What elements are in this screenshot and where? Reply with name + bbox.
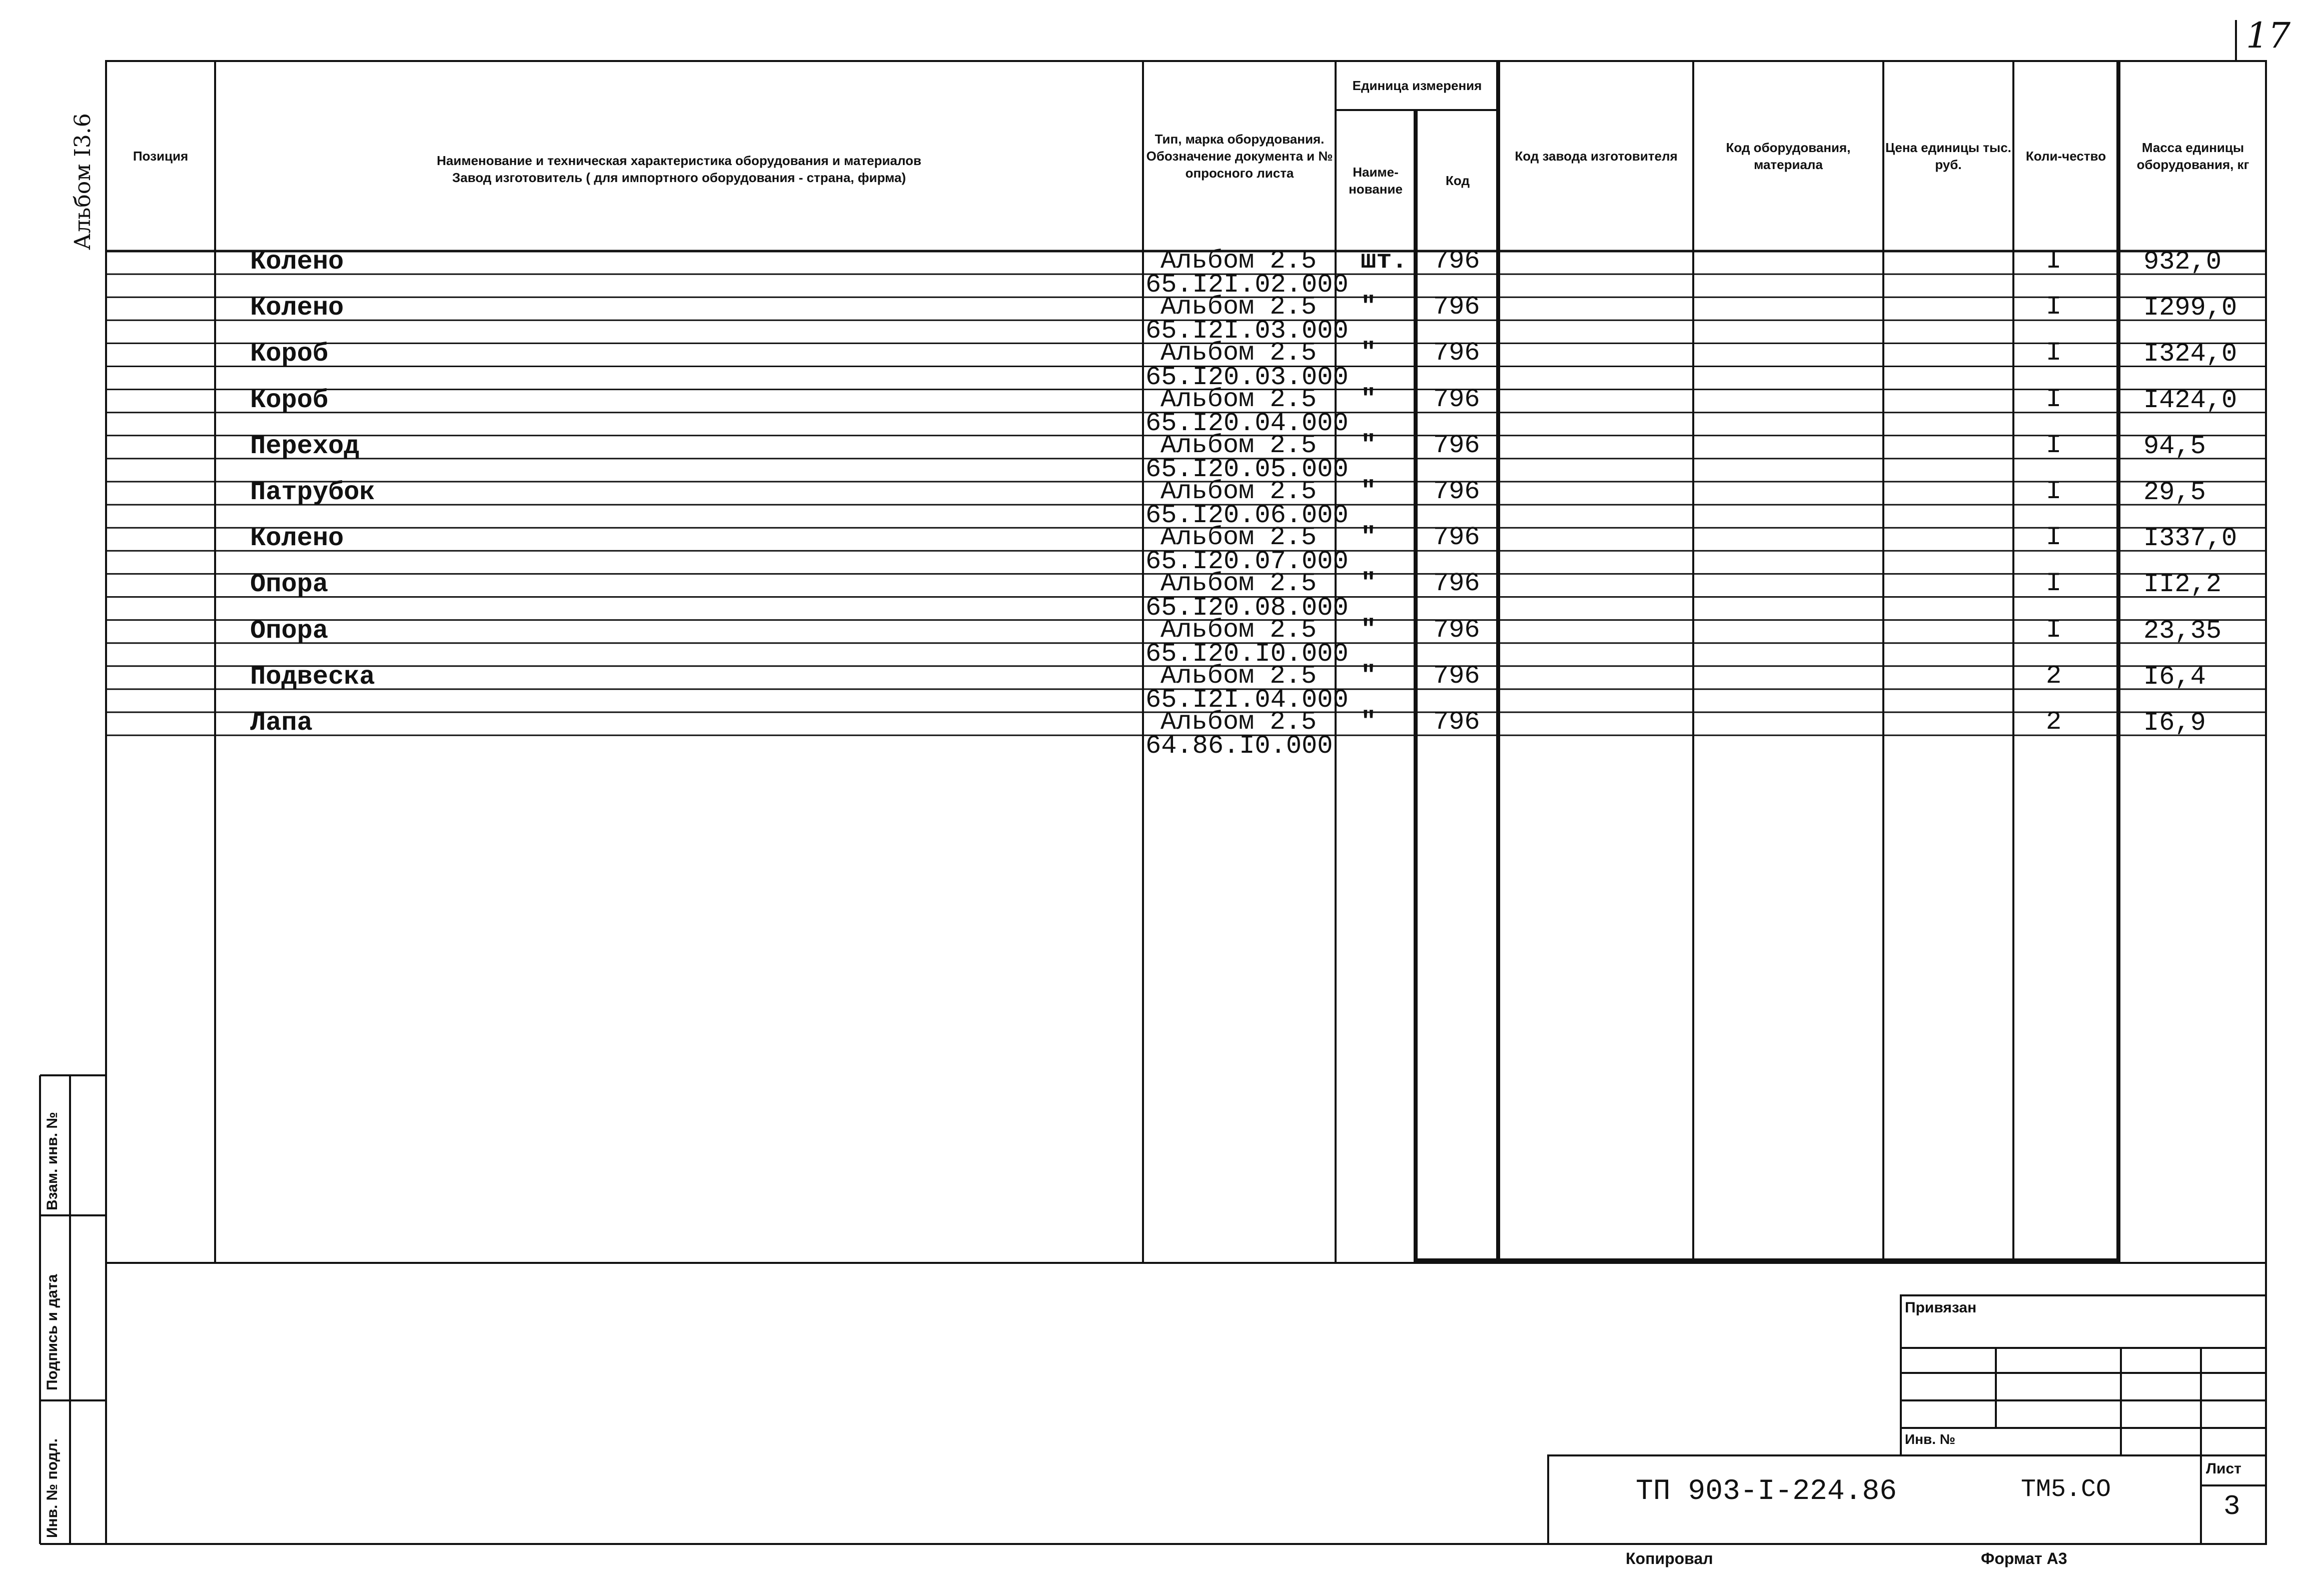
header-position: Позиция (133, 149, 189, 164)
row-mass: I6,9 (2143, 708, 2206, 738)
row-qty: 2 (2046, 661, 2062, 691)
header-unit-name: Наиме-нование (1349, 165, 1403, 197)
row-type-album: Альбом 2.5 (1161, 615, 1317, 645)
row-type-designation: 65.I20.08.000 (1145, 593, 1349, 623)
page-number: 17 (2246, 15, 2291, 56)
row-mass: II2,2 (2143, 570, 2222, 600)
row-type-designation: 64.86.I0.000 (1145, 731, 1333, 761)
row-mass: 23,35 (2143, 616, 2222, 646)
row-mass: 29,5 (2143, 478, 2206, 507)
header-mass: Масса единицы оборудования, кг (2136, 140, 2249, 172)
row-name: Колено (250, 524, 344, 554)
row-type-designation: 65.I20.06.000 (1145, 501, 1349, 531)
row-unit: " (1361, 430, 1377, 460)
header-plant-code: Код завода изготовителя (1515, 149, 1678, 164)
row-unit: " (1361, 707, 1377, 737)
vzam-inv-label: Взам. инв. № (44, 1112, 61, 1210)
album-label: Альбом I3.6 (70, 113, 96, 250)
row-type-designation: 65.I20.03.000 (1145, 362, 1349, 392)
inv-podl-label: Инв. № подл. (44, 1438, 61, 1538)
row-unit-code: 796 (1433, 569, 1480, 599)
row-mass: I6,4 (2143, 662, 2206, 692)
row-type-designation: 65.I2I.02.000 (1145, 270, 1349, 300)
row-qty: I (2046, 430, 2062, 460)
row-name: Колено (250, 293, 344, 323)
row-qty: I (2046, 523, 2062, 553)
row-unit: " (1361, 338, 1377, 368)
list-value: 3 (2223, 1490, 2240, 1522)
header-qty: Коли-чество (2025, 149, 2106, 164)
header-name: Наименование и техническая характеристика оборудования и материалов Завод изготовитель ( для импортного оборудования - страна, фирма) (437, 153, 921, 185)
podpis-label: Подпись и дата (44, 1274, 61, 1390)
row-mass: 932,0 (2143, 247, 2222, 277)
row-type-designation: 65.I20.07.000 (1145, 547, 1349, 577)
row-unit: " (1361, 523, 1377, 553)
row-qty: I (2046, 384, 2062, 414)
row-qty: I (2046, 569, 2062, 599)
row-unit: " (1361, 292, 1377, 322)
row-type-album: Альбом 2.5 (1161, 477, 1317, 506)
row-mass: I424,0 (2143, 385, 2237, 415)
header-equipment-code: Код оборудования, материала (1726, 140, 1851, 172)
row-qty: I (2046, 246, 2062, 276)
row-qty: I (2046, 338, 2062, 368)
row-mass: I324,0 (2143, 339, 2237, 369)
privyazan-label: Привязан (1905, 1299, 1977, 1316)
row-unit: " (1361, 661, 1377, 691)
row-name: Патрубок (250, 478, 375, 507)
row-unit-code: 796 (1433, 246, 1480, 276)
row-unit-code: 796 (1433, 661, 1480, 691)
row-unit-code: 796 (1433, 477, 1480, 506)
row-unit-code: 796 (1433, 384, 1480, 414)
header-unit-group: Единица измерения (1352, 78, 1482, 93)
row-unit: " (1361, 615, 1377, 645)
format-label: Формат А3 (1981, 1549, 2067, 1567)
header-unit-code: Код (1446, 173, 1470, 188)
row-type-album: Альбом 2.5 (1161, 384, 1317, 414)
row-mass: 94,5 (2143, 431, 2206, 461)
row-name: Лапа (250, 708, 313, 738)
row-type-designation: 65.I20.04.000 (1145, 408, 1349, 438)
row-name: Короб (250, 339, 329, 369)
row-type-album: Альбом 2.5 (1161, 707, 1317, 737)
tm-code: ТМ5.СО (2021, 1475, 2111, 1504)
row-name: Короб (250, 385, 329, 415)
row-type-album: Альбом 2.5 (1161, 569, 1317, 599)
row-qty: I (2046, 615, 2062, 645)
row-name: Опора (250, 616, 329, 646)
row-name: Опора (250, 570, 329, 600)
row-unit-code: 796 (1433, 707, 1480, 737)
row-type-album: Альбом 2.5 (1161, 523, 1317, 553)
row-unit: " (1361, 384, 1377, 414)
row-unit-code: 796 (1433, 430, 1480, 460)
row-unit-code: 796 (1433, 338, 1480, 368)
doc-code: ТП 903-I-224.86 (1636, 1475, 1897, 1508)
row-type-designation: 65.I20.05.000 (1145, 454, 1349, 484)
row-mass: I299,0 (2143, 293, 2237, 323)
row-name: Переход (250, 431, 360, 461)
row-type-album: Альбом 2.5 (1161, 292, 1317, 322)
row-qty: I (2046, 477, 2062, 506)
inv-no-label: Инв. № (1905, 1431, 1956, 1447)
row-unit-code: 796 (1433, 292, 1480, 322)
row-name: Колено (250, 247, 344, 277)
row-mass: I337,0 (2143, 524, 2237, 554)
row-type-album: Альбом 2.5 (1161, 430, 1317, 460)
row-type-album: Альбом 2.5 (1161, 661, 1317, 691)
row-type-designation: 65.I2I.03.000 (1145, 316, 1349, 346)
row-type-album: Альбом 2.5 (1161, 246, 1317, 276)
row-unit: " (1361, 477, 1377, 506)
row-type-designation: 65.I20.I0.000 (1145, 639, 1349, 669)
row-qty: I (2046, 292, 2062, 322)
list-label: Лист (2206, 1460, 2241, 1477)
copied-label: Копировал (1626, 1549, 1713, 1567)
row-unit: шт. (1361, 246, 1408, 276)
row-unit-code: 796 (1433, 615, 1480, 645)
row-unit-code: 796 (1433, 523, 1480, 553)
header-price: Цена единицы тыс. руб. (1885, 140, 2011, 172)
row-type-designation: 65.I2I.04.000 (1145, 685, 1349, 715)
row-unit: " (1361, 569, 1377, 599)
header-type: Тип, марка оборудования. Обозначение документа и № опросного листа (1146, 132, 1333, 181)
row-type-album: Альбом 2.5 (1161, 338, 1317, 368)
row-name: Подвеска (250, 662, 375, 692)
row-qty: 2 (2046, 707, 2062, 737)
